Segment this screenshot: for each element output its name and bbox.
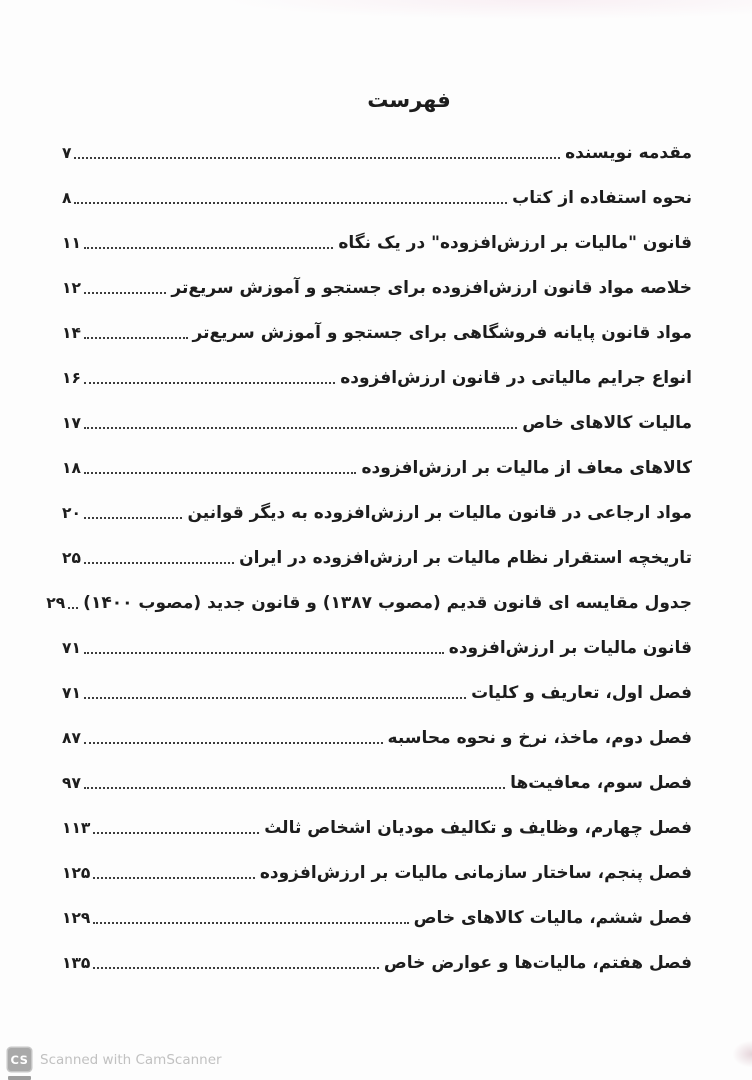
toc-entry <box>62 400 692 445</box>
camscanner-watermark <box>8 1048 222 1071</box>
toc-entry-label: فصل ششم، مالیات کالاهای خاص <box>413 907 692 928</box>
dot-leader <box>74 157 560 159</box>
toc-entry <box>62 130 692 175</box>
toc-entry-page-number: ۲۹ <box>46 593 66 612</box>
toc-entry <box>62 715 692 760</box>
toc-entry-page-number: ۱۴ <box>62 323 81 342</box>
toc-entry <box>62 265 692 310</box>
toc-entry-page-number: ۷ <box>62 143 72 162</box>
toc-entry-label: فصل چهارم، وظایف و تکالیف مودیان اشخاص ثالث <box>264 817 692 838</box>
toc-entry-label: مواد قانون پایانه فروشگاهی برای جستجو و آموزش سریع‌تر <box>192 322 692 343</box>
toc-entry <box>46 580 692 625</box>
toc-entry <box>62 220 692 265</box>
toc-entry-label: قانون مالیات بر ارزش‌افزوده <box>448 637 692 658</box>
toc-entry-label: مالیات کالاهای خاص <box>522 412 692 433</box>
toc-entry-label: مقدمه نویسنده <box>565 142 692 163</box>
camscanner-label: Scanned with CamScanner <box>40 1051 222 1068</box>
toc-entry-page-number: ۱۷ <box>62 413 81 432</box>
toc-entry-label: مواد ارجاعی در قانون مالیات بر ارزش‌افزوده به دیگر قوانین <box>187 502 692 523</box>
toc-entry <box>62 310 692 355</box>
toc-entry-label: فصل سوم، معافیت‌ها <box>510 772 692 793</box>
toc-entry-page-number: ۷۱ <box>62 638 81 657</box>
toc-entry <box>62 670 692 715</box>
dot-leader <box>84 697 466 699</box>
toc-entry-label: قانون "مالیات بر ارزش‌افزوده" در یک نگاه <box>338 232 692 253</box>
toc-entry-page-number: ۱۸ <box>62 458 81 477</box>
toc-entry-label: فصل پنجم، ساختار سازمانی مالیات بر ارزش‌افزوده <box>259 862 692 883</box>
toc-entry-page-number: ۱۱ <box>62 233 81 252</box>
toc-list <box>46 130 692 985</box>
toc-entry-page-number: ۱۶ <box>62 368 81 387</box>
dot-leader <box>84 292 166 294</box>
dot-leader <box>93 922 408 924</box>
toc-entry-label: خلاصه مواد قانون ارزش‌افزوده برای جستجو و آموزش سریع‌تر <box>171 277 692 298</box>
toc-entry <box>62 760 692 805</box>
dot-leader <box>93 832 259 834</box>
toc-entry-label: فصل اول، تعاریف و کلیات <box>471 682 692 703</box>
toc-entry-page-number: ۱۲ <box>62 278 81 297</box>
toc-entry <box>62 805 692 850</box>
dot-leader <box>74 202 507 204</box>
dot-leader <box>68 607 78 609</box>
toc-entry-label: انواع جرایم مالیاتی در قانون ارزش‌افزوده <box>340 367 692 388</box>
toc-entry <box>62 850 692 895</box>
toc-entry-page-number: ۱۱۳ <box>62 818 91 837</box>
toc-entry <box>62 895 692 940</box>
toc-entry <box>62 175 692 220</box>
toc-entry-page-number: ۸۷ <box>62 728 81 747</box>
dot-leader <box>84 562 234 564</box>
dot-leader <box>84 337 188 339</box>
toc-entry <box>62 355 692 400</box>
toc-entry-page-number: ۱۲۹ <box>62 908 91 927</box>
dot-leader <box>84 247 333 249</box>
dot-leader <box>84 787 505 789</box>
dot-leader <box>84 427 517 429</box>
dot-leader <box>84 472 357 474</box>
toc-entry <box>62 535 692 580</box>
toc-entry-label: کالاهای معاف از مالیات بر ارزش‌افزوده <box>361 457 692 478</box>
toc-entry-page-number: ۲۰ <box>62 503 81 522</box>
toc-entry-label: نحوه استفاده از کتاب <box>512 187 692 208</box>
toc-entry-page-number: ۷۱ <box>62 683 81 702</box>
toc-entry-label: تاریخچه استقرار نظام مالیات بر ارزش‌افزوده در ایران <box>239 547 692 568</box>
toc-entry-label: فصل دوم، ماخذ، نرخ و نحوه محاسبه <box>387 727 692 748</box>
toc-entry-label: فصل هفتم، مالیات‌ها و عوارض خاص <box>383 952 692 973</box>
toc-entry-label: جدول مقایسه ای قانون قدیم (مصوب ۱۳۸۷) و قانون جدید (مصوب ۱۴۰۰) <box>83 592 692 613</box>
camscanner-logo-icon: CS <box>8 1048 31 1071</box>
toc-entry-page-number: ۸ <box>62 188 72 207</box>
dot-leader <box>84 742 383 744</box>
toc-entry <box>62 490 692 535</box>
toc-entry-page-number: ۲۵ <box>62 548 81 567</box>
dot-leader <box>84 382 335 384</box>
toc-entry <box>62 445 692 490</box>
toc-entry-page-number: ۱۳۵ <box>62 953 91 972</box>
dot-leader <box>93 967 379 969</box>
dot-leader <box>93 877 254 879</box>
dot-leader <box>84 652 444 654</box>
dot-leader <box>84 517 183 519</box>
toc-entry-page-number: ۱۲۵ <box>62 863 91 882</box>
toc-title: فهرست <box>367 88 451 112</box>
toc-entry-page-number: ۹۷ <box>62 773 81 792</box>
toc-entry <box>62 625 692 670</box>
toc-entry <box>62 940 692 985</box>
camscanner-cut-strip <box>8 1076 31 1080</box>
